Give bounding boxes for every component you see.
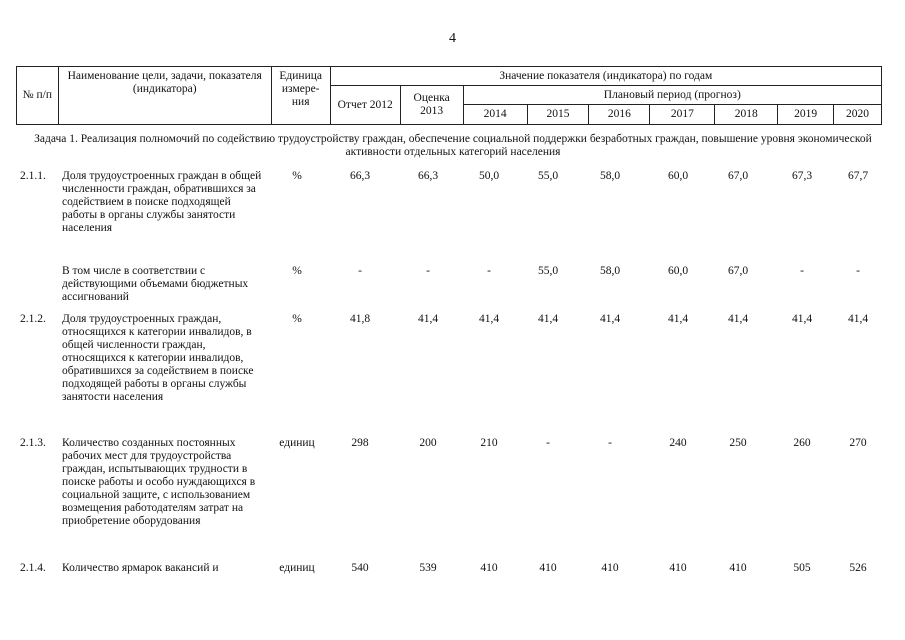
header-name: Наименование цели, задачи, показателя (индикатора) <box>58 67 271 125</box>
header-num: № п/п <box>17 67 59 125</box>
value-cell: - <box>487 265 491 277</box>
header-year: 2015 <box>527 105 589 125</box>
value-cell: 505 <box>793 562 811 574</box>
value-cell: 240 <box>669 437 687 449</box>
value-cell: 55,0 <box>537 170 559 182</box>
value-cell: 410 <box>539 562 557 574</box>
header-year: 2019 <box>778 105 834 125</box>
value-cell: 410 <box>480 562 498 574</box>
value-cell: - <box>608 437 612 449</box>
value-cell: 41,4 <box>667 313 689 325</box>
row-number: 2.1.1. <box>20 170 46 182</box>
value-cell: 41,4 <box>791 313 813 325</box>
value-cell: 58,0 <box>599 265 621 277</box>
row-number: 2.1.4. <box>20 562 46 574</box>
value-cell: 60,0 <box>667 265 689 277</box>
unit-cell: единиц <box>279 437 315 449</box>
value-cell: 67,0 <box>727 170 749 182</box>
value-cell: 210 <box>480 437 498 449</box>
value-cell: 270 <box>849 437 867 449</box>
unit-cell: % <box>292 265 302 277</box>
unit-cell: % <box>292 170 302 182</box>
value-cell: 50,0 <box>478 170 500 182</box>
header-plan-title: Плановый период (прогноз) <box>463 86 881 105</box>
value-cell: 55,0 <box>537 265 559 277</box>
value-cell: 67,0 <box>727 265 749 277</box>
indicator-name: В том числе в соответствии с действующими объемами бюджетных ассигнований <box>62 265 249 303</box>
value-cell: 41,4 <box>847 313 869 325</box>
value-cell: 250 <box>729 437 747 449</box>
header-year: 2017 <box>650 105 715 125</box>
value-cell: 41,4 <box>727 313 749 325</box>
indicator-name: Количество ярмарок вакансий и <box>62 562 219 574</box>
value-cell: 60,0 <box>667 170 689 182</box>
value-cell: 410 <box>669 562 687 574</box>
value-cell: - <box>546 437 550 449</box>
value-cell: 41,4 <box>417 313 439 325</box>
value-cell: 66,3 <box>349 170 371 182</box>
value-cell: 66,3 <box>417 170 439 182</box>
value-cell: - <box>856 265 860 277</box>
value-cell: 41,4 <box>537 313 559 325</box>
row-number: 2.1.2. <box>20 313 46 325</box>
header-estimate: Оценка 2013 <box>400 86 463 125</box>
value-cell: 41,4 <box>599 313 621 325</box>
page-number: 4 <box>449 31 456 46</box>
value-cell: 41,8 <box>349 313 371 325</box>
value-cell: 67,3 <box>791 170 813 182</box>
value-cell: 58,0 <box>599 170 621 182</box>
value-cell: 410 <box>729 562 747 574</box>
header-year: 2020 <box>834 105 882 125</box>
header-report: Отчет 2012 <box>330 86 400 125</box>
value-cell: - <box>426 265 430 277</box>
value-cell: 41,4 <box>478 313 500 325</box>
unit-cell: % <box>292 313 302 325</box>
header-year: 2014 <box>463 105 527 125</box>
indicator-name: Доля трудоустроенных граждан, относящихся к категории инвалидов, в общей численности граждан, относящихся к категории инвалидов, обратившихся за содействием в поиске подходящей работы в органы службы занятости населения <box>62 313 254 403</box>
value-cell: 200 <box>419 437 437 449</box>
value-cell: 67,7 <box>847 170 869 182</box>
header-values-title: Значение показателя (индикатора) по годам <box>330 67 881 86</box>
value-cell: 298 <box>351 437 369 449</box>
task-heading: Задача 1. Реализация полномочий по содействию трудоустройству граждан, обеспечение социальной поддержки безработных граждан, повышение уровня экономической активности отдельных категорий населения <box>34 133 872 158</box>
value-cell: 260 <box>793 437 811 449</box>
unit-cell: единиц <box>279 562 315 574</box>
value-cell: 526 <box>849 562 867 574</box>
value-cell: 539 <box>419 562 437 574</box>
indicator-name: Доля трудоустроенных граждан в общей численности граждан, обратившихся за содействием в поиске подходящей работы в органы службы занятости населения <box>62 170 262 234</box>
header-unit: Единица измере-ния <box>271 67 330 125</box>
header-year: 2018 <box>715 105 778 125</box>
value-cell: 410 <box>601 562 619 574</box>
indicator-name: Количество созданных постоянных рабочих мест для трудоустройства граждан, испытывающих трудности в поиске работы и особо нуждающихся в социальной защите, с использованием возмещения работодателям затрат на приобретение оборудования <box>62 437 256 527</box>
value-cell: - <box>800 265 804 277</box>
value-cell: - <box>358 265 362 277</box>
row-number: 2.1.3. <box>20 437 46 449</box>
value-cell: 540 <box>351 562 369 574</box>
header-year: 2016 <box>589 105 650 125</box>
